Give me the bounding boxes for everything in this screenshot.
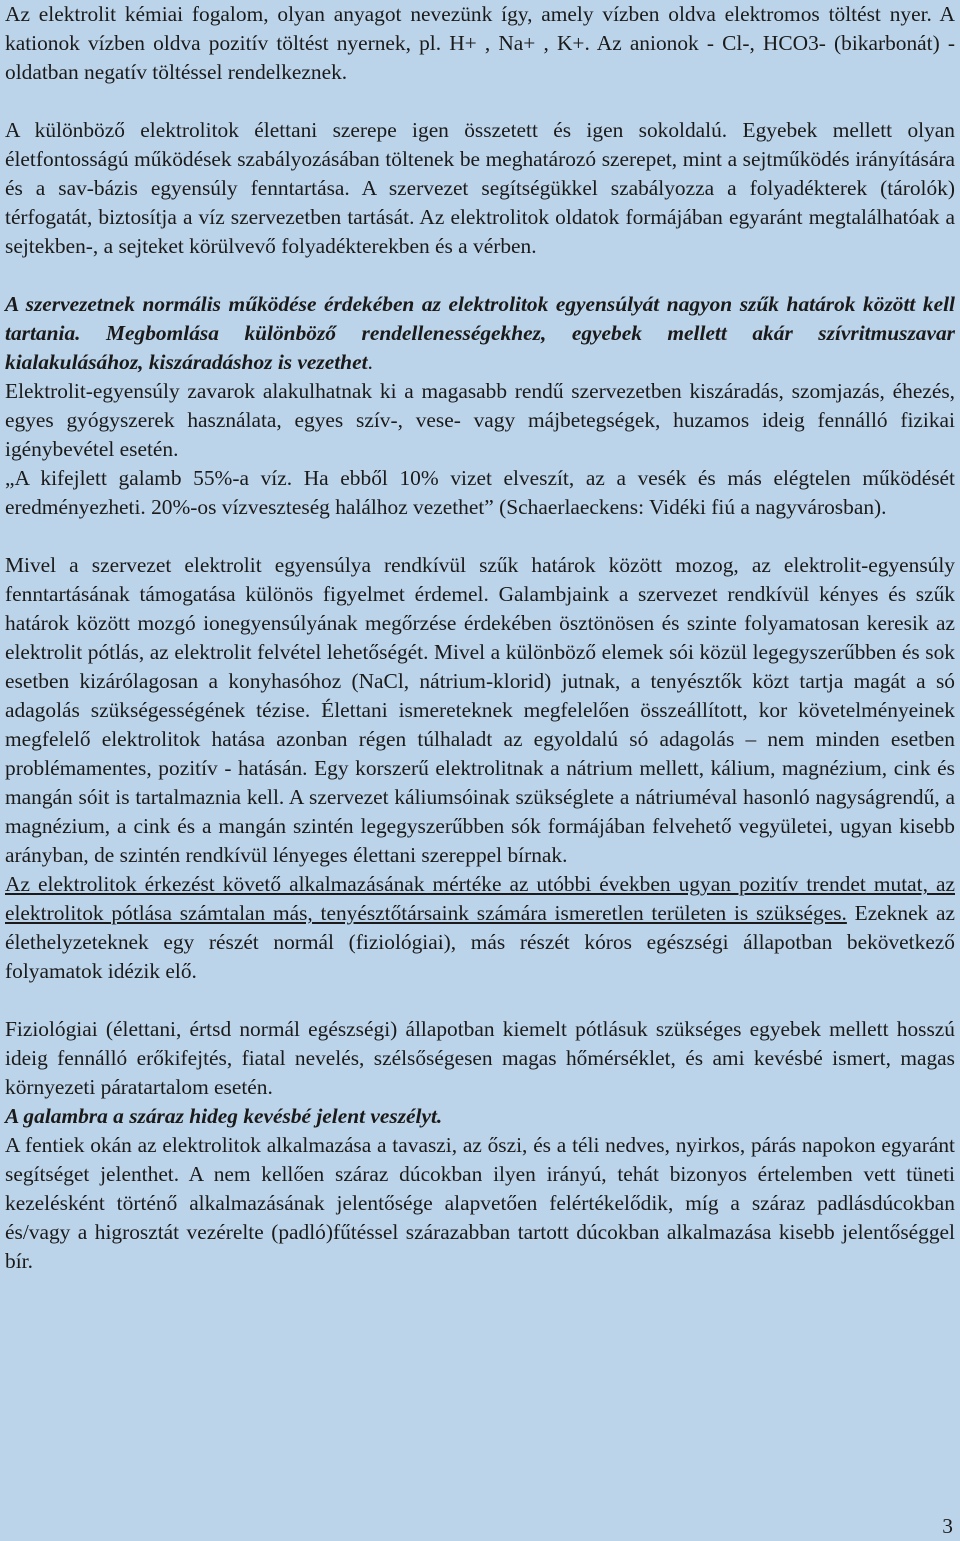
paragraph-gap: [5, 87, 955, 116]
paragraph-gap: [5, 986, 955, 1015]
page-number: 3: [942, 1514, 953, 1538]
paragraph-tail: Ezeknek az élethelyzeteknek egy részét normál (fiziológiai), más részét kóros egészségi állapotban bekövetkező folyamatok idézik elő.: [5, 901, 955, 983]
paragraph-quote: „A kifejlett galamb 55%-a víz. Ha ebből 10% vizet elveszít, az a vesék és más elégtelen működését eredményezheti. 20%-os vízveszteség halálhoz vezethet” (Schaerlaeckens: Vidéki fiú a nagyvárosban).: [5, 466, 955, 519]
paragraph-gap: [5, 522, 955, 551]
paragraph-electrolyte-support: Mivel a szervezet elektrolit egyensúlya rendkívül szűk határok között mozog, az elektrolit-egyensúly fenntartásának támogatása különös figyelmet érdemel. Galambjaink a szervezet rendkívül kényes és szűk határok között mozgó ionegyensúlyának megőrzése érdekében ösztönösen és szinte folyamatosan keresik az elektrolit pótlás, az elektrolit felvétel lehetőségét. Mivel a különböző elemek sói közül legegyszerűbben és sok esetben kizárólagosan a konyhasóhoz (NaCl, nátrium-klorid) jutnak, a tenyésztők közt tartja magát a só adagolás szükségességének tézise. Élettani ismereteknek megfelelően összeállított, kor követelményeinek megfelelő elektrolitok hatása azonban régen túlhaladt az egyoldalú só adagolás – nem minden esetben problémamentes, pozitív - hatásán. Egy korszerű elektrolitnak a nátrium mellett, kálium, magnézium, cink és mangán sóit is tartalmaznia kell. A szervezet káliumsóinak szükséglete a nátriuméval hasonló nagyságrendű, a magnézium, a cink és a mangán szintén legegyszerűbben sók formájában felvehető vegyületei, ugyan kisebb arányban, de szintén rendkívül lényeges élettani szereppel bírnak.: [5, 553, 955, 867]
paragraph-physiological-states: Fiziológiai (élettani, értsd normál egészségi) állapotban kiemelt pótlásuk szükséges egyebek mellett hosszú ideig fennálló erőkifejtés, fiatal nevelés, szélsőségesen magas hőmérséklet, és ami kevésbé ismert, magas környezeti páratartalom esetén.: [5, 1017, 955, 1099]
emphasized-text: A szervezetnek normális működése érdekében az elektrolitok egyensúlyát nagyon szűk határok között kell tartania. Megbomlása különböző rendellenességekhez, egyebek mellett akár szívritmuszavar kialakulásához, kiszáradáshoz is vezethet: [5, 292, 955, 374]
paragraph-cold-note: A galambra a száraz hideg kevésbé jelent veszélyt.: [5, 1104, 443, 1128]
paragraph-balance-disorders: Elektrolit-egyensúly zavarok alakulhatnak ki a magasabb rendű szervezetben kiszáradás, szomjazás, éhezés, egyes gyógyszerek használata, egyes szív-, vese- vagy májbetegségek, huzamos ideig fennálló fizikai igénybevétel esetén.: [5, 379, 955, 461]
paragraph-electrolyte-definition: Az elektrolit kémiai fogalom, olyan anyagot nevezünk így, amely vízben oldva elektromos töltést nyer. A kationok vízben oldva pozitív töltést nyernek, pl. H+ , Na+ , K+. Az anionok - Cl-, HCO3- (bikarbonát) - oldatban negatív töltéssel rendelkeznek.: [5, 2, 955, 84]
paragraph-tail: .: [367, 350, 373, 374]
underlined-text: Az elektrolitok érkezést követő alkalmazásának mértéke az utóbbi években ugyan pozitív trendet mutat, az elektrolitok pótlása számtalan más, tenyésztőtársaink számára ismeretlen területen is szükséges.: [5, 872, 955, 925]
paragraph-seasonal-use: A fentiek okán az elektrolitok alkalmazása a tavaszi, az őszi, és a téli nedves, nyirkos, párás napokon egyaránt segítséget jelenthet. A nem kellően száraz dúcokban ilyen irányú, tehát bizonyos értelemben vett tüneti kezelésként történő alkalmazásának jelentősége alapvetően felértékelődik, míg a száraz padlásdúcokban és/vagy a higrosztát vezérelte (padló)fűtéssel szárazabban tartott dúcokban alkalmazása kisebb jelentőséggel bír.: [5, 1133, 955, 1273]
paragraph-physiological-role: A különböző elektrolitok élettani szerepe igen összetett és igen sokoldalú. Egyebek mellett olyan életfontosságú működések szabályozásában töltenek be meghatározó szerepet, mint a sejtműködés irányítására és a sav-bázis egyensúly fenntartása. A szervezet segítségükkel szabályozza a folyadékterek (tárolók) térfogatát, biztosítja a víz szervezetben tartását. Az elektrolitok oldatok formájában egyaránt megtalálhatóak a sejtekben-, a sejteket körülvevő folyadékterekben és a vérben.: [5, 118, 955, 258]
paragraph-gap: [5, 261, 955, 290]
paragraph-balance-emphasis: [5, 290, 955, 377]
paragraph-application-trend: [5, 870, 955, 986]
